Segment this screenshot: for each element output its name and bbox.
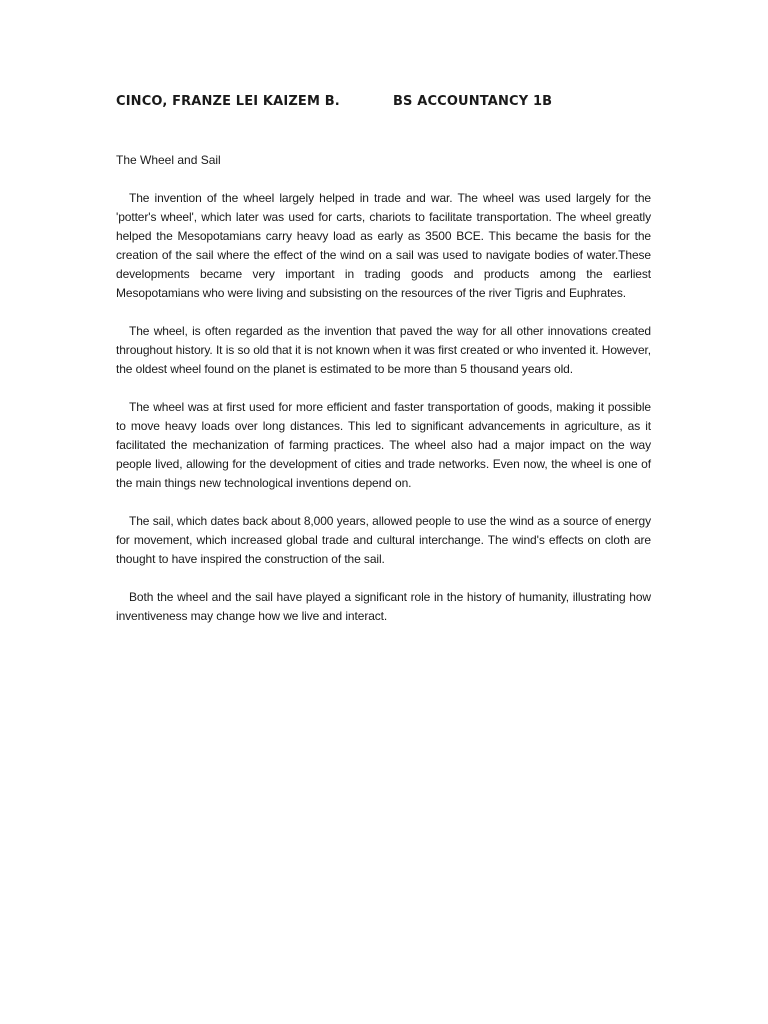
paragraph-5: Both the wheel and the sail have played a significant role in the history of humanity, illustrating how inventiveness may change how we live and interact. xyxy=(116,590,651,623)
author-name: CINCO, FRANZE LEI KAIZEM B. xyxy=(116,94,340,109)
paragraph-3: The wheel was at first used for more efficient and faster transportation of goods, making it possible to move heavy loads over long distances. This led to significant advancements in agriculture, as it facilitated the mechanization of farming practices. The wheel also had a major impact on the way people lived, allowing for the development of cities and trade networks. Even now, the wheel is one of the main things new technological inventions depend on. xyxy=(116,400,651,490)
document-title: The Wheel and Sail xyxy=(116,153,221,167)
document-header xyxy=(116,94,656,114)
document-body xyxy=(116,189,651,645)
course-section: BS ACCOUNTANCY 1B xyxy=(393,94,553,109)
paragraph-4: The sail, which dates back about 8,000 years, allowed people to use the wind as a source of energy for movement, which increased global trade and cultural interchange. The wind's effects on cloth are thought to have inspired the construction of the sail. xyxy=(116,514,651,566)
paragraph-2: The wheel, is often regarded as the invention that paved the way for all other innovations created throughout history. It is so old that it is not known when it was first created or who invented it. However, the oldest wheel found on the planet is estimated to be more than 5 thousand years old. xyxy=(116,324,651,376)
paragraph-1: The invention of the wheel largely helped in trade and war. The wheel was used largely for the 'potter's wheel', which later was used for carts, chariots to facilitate transportation. The wheel greatly helped the Mesopotamians carry heavy load as early as 3500 BCE. This became the basis for the creation of the sail where the effect of the wind on a sail was used to navigate bodies of water.These developments became very important in trading goods and products among the earliest Mesopotamians who were living and subsisting on the resources of the river Tigris and Euphrates. xyxy=(116,191,651,300)
